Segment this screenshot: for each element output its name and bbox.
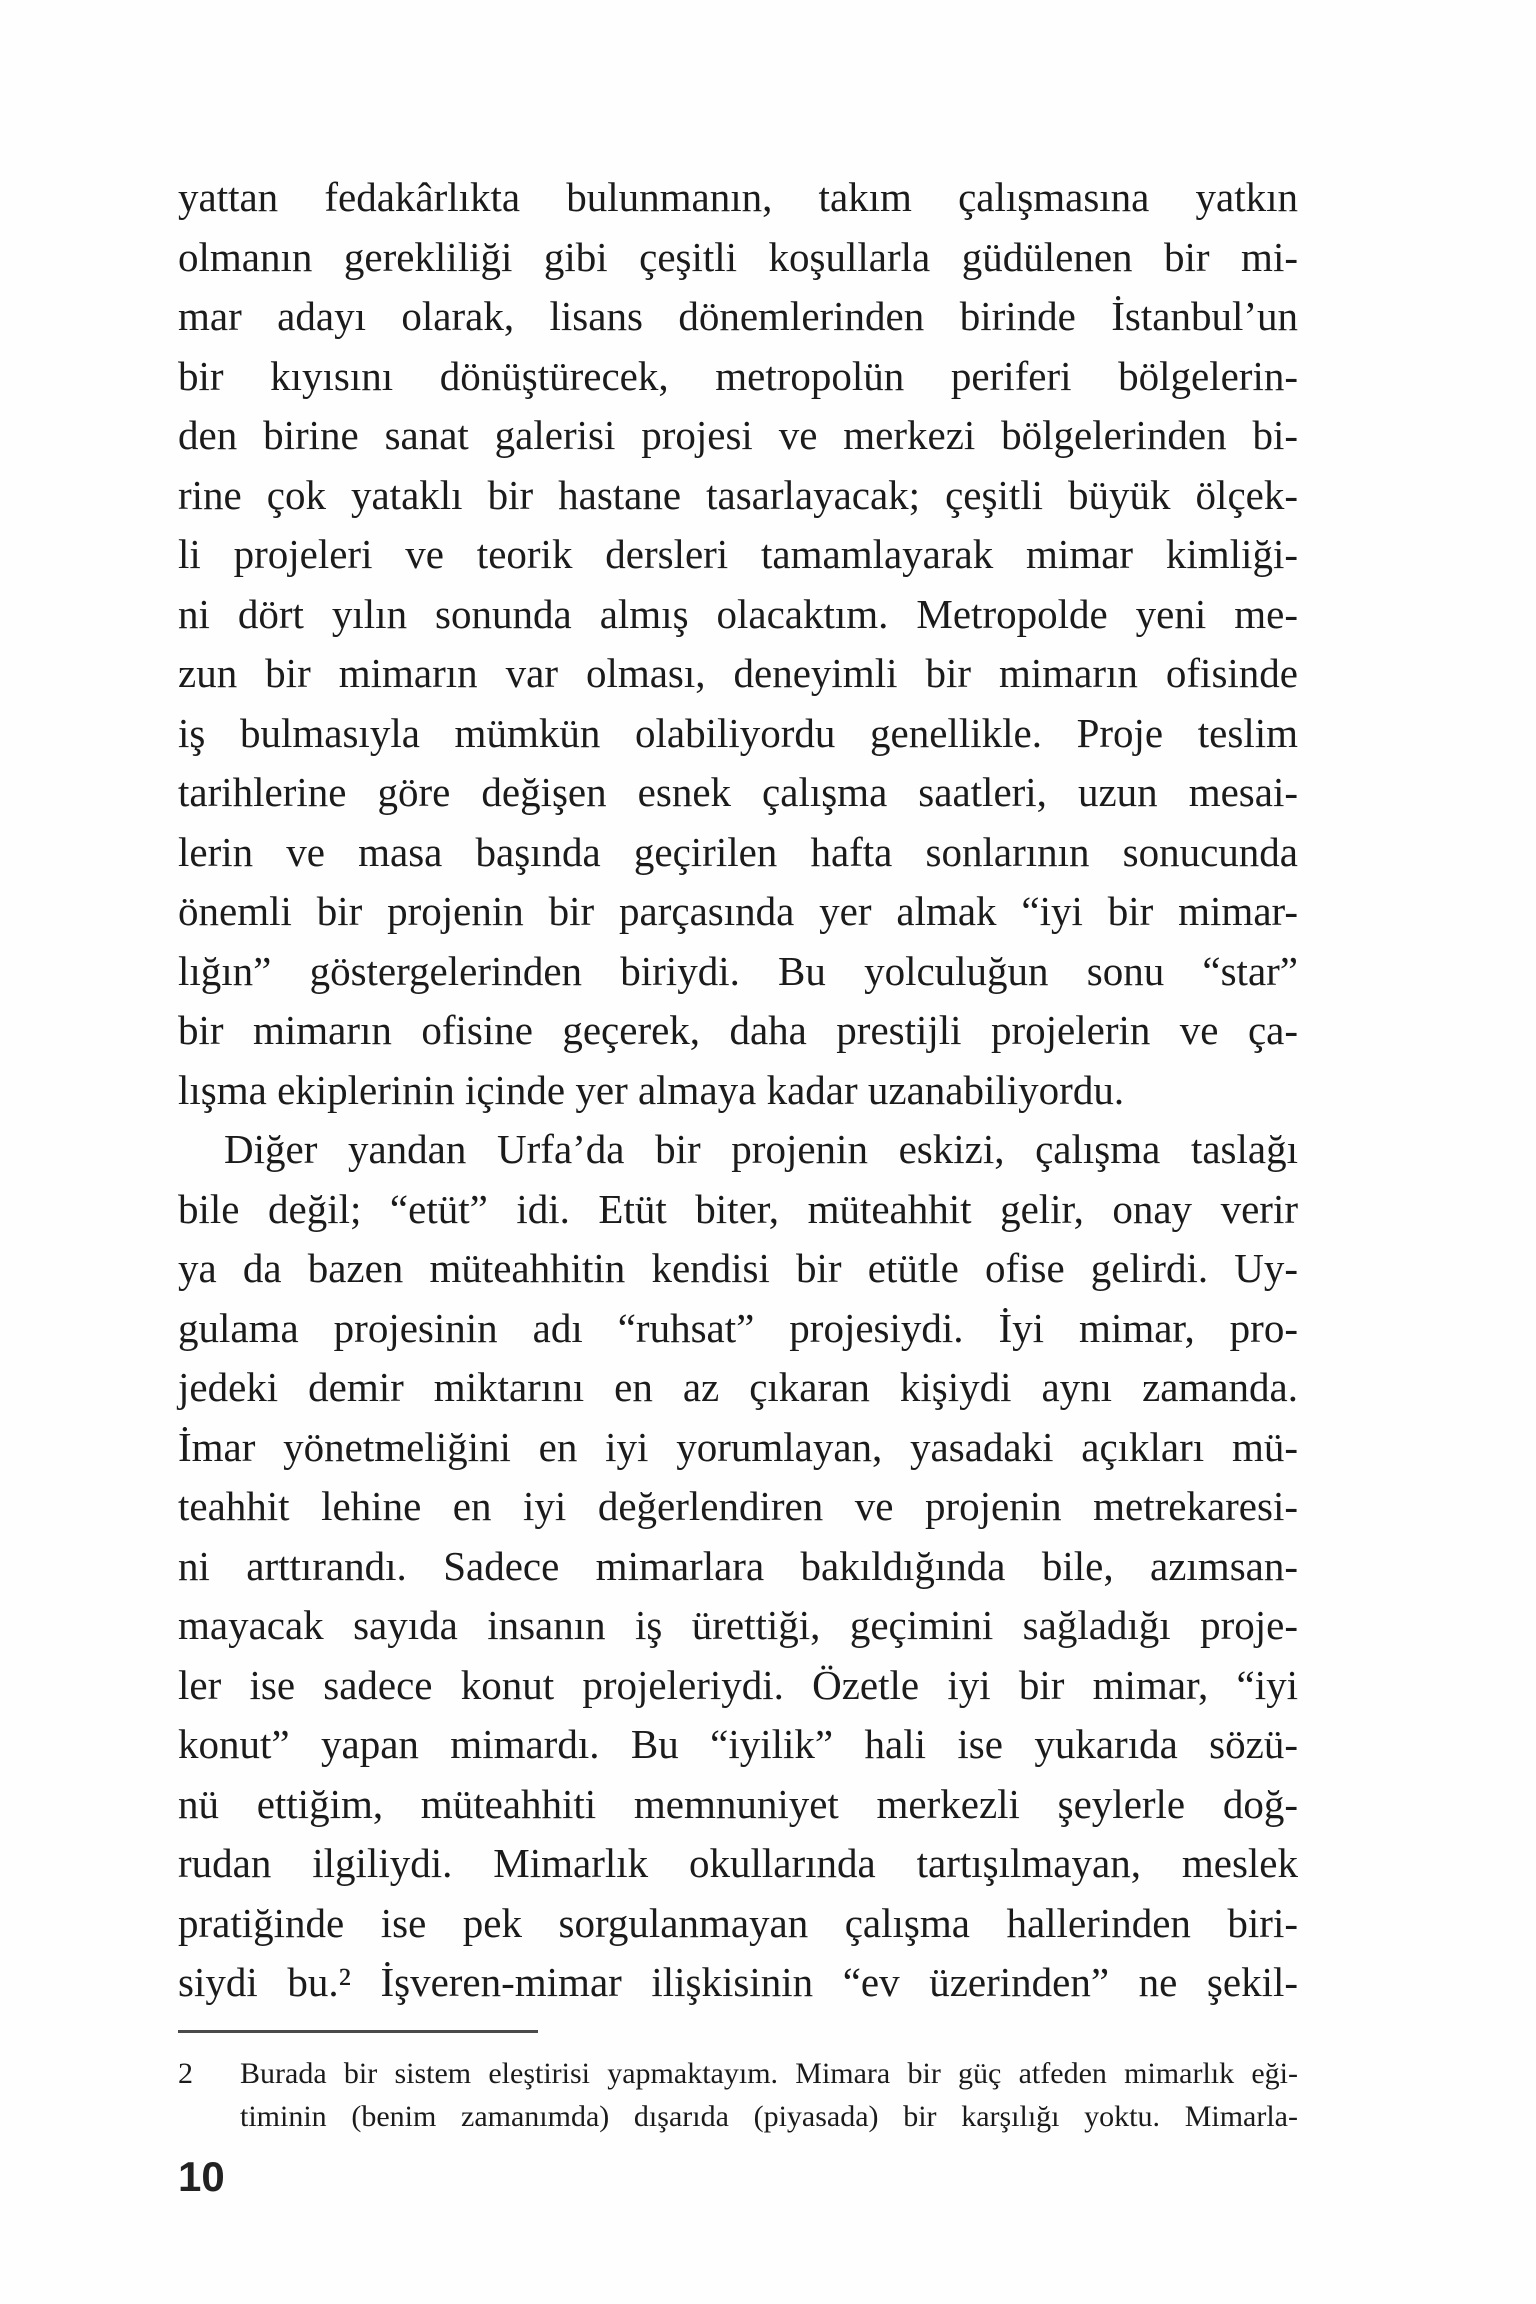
body-text-line: lığın” göstergelerinden biriydi. Bu yolculuğun sonu “star”	[178, 947, 1298, 994]
body-text-line-with-footnote-ref: siydi bu.² İşveren-mimar ilişkisinin “ev üzerinden” ne şekil-	[178, 1959, 1298, 2005]
body-text-line: ni arttırandı. Sadece mimarlara bakıldığında bile, azımsan-	[178, 1542, 1298, 1589]
body-text-line: den birine sanat galerisi projesi ve merkezi bölgelerinden bi-	[178, 412, 1298, 458]
body-text-line: iş bulmasıyla mümkün olabiliyordu genellikle. Proje teslim	[178, 709, 1298, 756]
body-text-line: gulama projesinin adı “ruhsat” projesiydi. İyi mimar, pro-	[178, 1304, 1298, 1351]
body-text-line-paragraph-start: Diğer yandan Urfa’da bir projenin eskizi, çalışma taslağı	[224, 1126, 1298, 1172]
body-text-line: lışma ekiplerinin içinde yer almaya kadar uzanabiliyordu.	[178, 1066, 1125, 1113]
footnote-separator	[178, 2030, 538, 2033]
body-text-line: konut” yapan mimardı. Bu “iyilik” hali ise yukarıda sözü-	[178, 1721, 1298, 1767]
body-text-line: zun bir mimarın var olması, deneyimli bir mimarın ofisinde	[178, 650, 1298, 696]
body-text-line: li projeleri ve teorik dersleri tamamlayarak mimar kimliği-	[178, 531, 1298, 577]
footnote-text	[240, 2052, 1298, 2138]
body-text-line: ya da bazen müteahhitin kendisi bir etütle ofise gelirdi. Uy-	[178, 1245, 1298, 1291]
body-text-line: ni dört yılın sonunda almış olacaktım. Metropolde yeni me-	[178, 590, 1298, 637]
body-text-line: bir mimarın ofisine geçerek, daha prestijli projelerin ve ça-	[178, 1007, 1298, 1053]
body-text-line: ler ise sadece konut projeleriydi. Özetle iyi bir mimar, “iyi	[178, 1661, 1298, 1708]
body-text-line: pratiğinde ise pek sorgulanmayan çalışma hallerinden biri-	[178, 1899, 1298, 1946]
body-text-line: tarihlerine göre değişen esnek çalışma saatleri, uzun mesai-	[178, 769, 1298, 815]
body-text-line: önemli bir projenin bir parçasında yer almak “iyi bir mimar-	[178, 888, 1298, 934]
body-text-line: İmar yönetmeliğini en iyi yorumlayan, yasadaki açıkları mü-	[178, 1423, 1298, 1470]
body-text-line: mayacak sayıda insanın iş ürettiği, geçimini sağladığı proje-	[178, 1602, 1298, 1648]
body-text-line: bile değil; “etüt” idi. Etüt biter, müteahhit gelir, onay verir	[178, 1185, 1298, 1232]
page-number: 10	[178, 2153, 225, 2200]
body-text-line: rudan ilgiliydi. Mimarlık okullarında tartışılmayan, meslek	[178, 1840, 1298, 1886]
body-text-line: mar adayı olarak, lisans dönemlerinden birinde İstanbul’un	[178, 293, 1298, 339]
footnote	[178, 2052, 1298, 2138]
body-text-line: rine çok yataklı bir hastane tasarlayacak; çeşitli büyük ölçek-	[178, 471, 1298, 518]
body-text-line: olmanın gerekliliği gibi çeşitli koşullarla güdülenen bir mi-	[178, 233, 1298, 280]
body-text-line: jedeki demir miktarını en az çıkaran kişiydi aynı zamanda.	[178, 1364, 1298, 1410]
footnote-line: Burada bir sistem eleştirisi yapmaktayım. Mimara bir güç atfeden mimarlık eği-	[240, 2057, 1298, 2090]
body-text-line: lerin ve masa başında geçirilen hafta sonlarının sonucunda	[178, 828, 1298, 875]
body-text-line: bir kıyısını dönüştürecek, metropolün periferi bölgelerin-	[178, 352, 1298, 399]
body-text	[178, 168, 1298, 2013]
body-text-line: nü ettiğim, müteahhiti memnuniyet merkezli şeylerle doğ-	[178, 1780, 1298, 1827]
body-text-line: yattan fedakârlıkta bulunmanın, takım çalışmasına yatkın	[178, 174, 1298, 220]
footnote-marker: 2	[178, 2057, 193, 2090]
body-text-line: teahhit lehine en iyi değerlendiren ve projenin metrekaresi-	[178, 1483, 1298, 1529]
footnote-line: timinin (benim zamanımda) dışarıda (piyasada) bir karşılığı yoktu. Mimarla-	[240, 2100, 1298, 2133]
